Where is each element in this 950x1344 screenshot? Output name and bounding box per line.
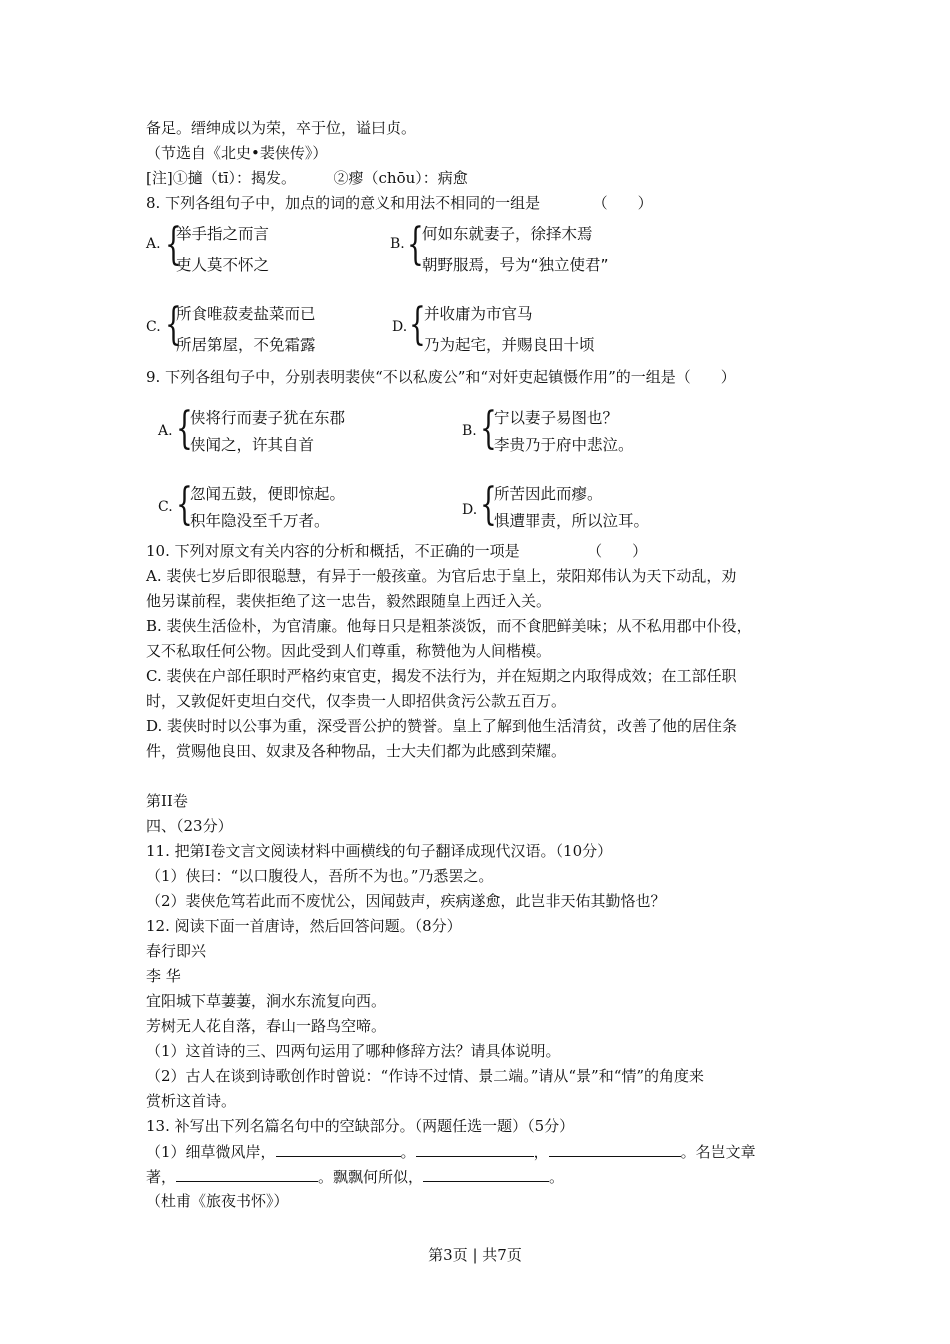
option-line-2: 惧遭罪责，所以泣耳。 bbox=[494, 512, 650, 530]
question-10-stem: 10. 下列对原文有关内容的分析和概括，不正确的一项是 （ ） bbox=[146, 542, 648, 560]
blank-field[interactable] bbox=[416, 1142, 534, 1157]
text-line: 备足。缙绅成以为荣，卒于位，谥曰贞。 bbox=[146, 119, 417, 137]
option-line-2: 吏人莫不怀之 bbox=[176, 256, 270, 274]
text-line: （2）古人在谈到诗歌创作时曾说：“作诗不过情、景二端。”请从“景”和“情”的角度来 bbox=[146, 1067, 705, 1085]
brace-icon: { bbox=[176, 479, 193, 530]
brace-icon: { bbox=[480, 403, 497, 454]
option-line-1: 忽闻五鼓，便即惊起。 bbox=[190, 485, 346, 503]
text-line: 件，赏赐他良田、奴隶及各种物品，士大夫们都为此感到荣耀。 bbox=[146, 742, 567, 760]
option-label: D. bbox=[462, 502, 478, 518]
text-line: 又不私取任何公物。因此受到人们尊重，称赞他为人间楷模。 bbox=[146, 642, 552, 660]
option-line-2: 侠闻之，许其自首 bbox=[190, 436, 315, 454]
fill-line-2 bbox=[146, 1167, 564, 1186]
brace-icon: { bbox=[409, 299, 426, 350]
section-heading: 四、（23分） bbox=[146, 817, 233, 835]
option-line-2: 朝野服焉，号为“独立使君” bbox=[422, 256, 609, 274]
option-line-2: 李贵乃于府中悲泣。 bbox=[494, 436, 634, 454]
blank-field[interactable] bbox=[176, 1167, 318, 1182]
question-12-stem: 12. 阅读下面一首唐诗，然后回答问题。（8分） bbox=[146, 917, 462, 935]
option-label: C. bbox=[146, 319, 161, 335]
option-line-1: 举手指之而言 bbox=[176, 225, 270, 243]
blank-field[interactable] bbox=[423, 1167, 549, 1182]
brace-icon: { bbox=[165, 299, 182, 350]
text-line: A. 裴侠七岁后即很聪慧，有异于一般孩童。为官后忠于皇上，荥阳郑伟认为天下动乱，劝 bbox=[146, 567, 737, 585]
text-fragment: 。 bbox=[549, 1168, 565, 1186]
brace-icon: { bbox=[165, 219, 182, 270]
text-fragment: 。飘飘何所似， bbox=[318, 1168, 424, 1186]
poem-title: 春行即兴 bbox=[146, 942, 207, 960]
text-line: （1）侠曰：“以口腹役人，吾所不为也。”乃悉罢之。 bbox=[146, 867, 494, 885]
text-line: C. 裴侠在户部任职时严格约束官吏，揭发不法行为，并在短期之内取得成效；在工部任职 bbox=[146, 667, 737, 685]
option-label: B. bbox=[462, 423, 477, 439]
option-line-1: 并收庸为市官马 bbox=[424, 305, 533, 323]
text-fragment: ， bbox=[533, 1143, 549, 1161]
option-line-1: 所苦因此而瘳。 bbox=[494, 485, 603, 503]
option-label: A. bbox=[158, 423, 173, 439]
question-9-stem: 9. 下列各组句子中，分别表明裴侠“不以私废公”和“对奸吏起镇慑作用”的一组是（ ） bbox=[146, 368, 736, 386]
poem-line: 芳树无人花自落，春山一路鸟空啼。 bbox=[146, 1017, 387, 1035]
source-note: （节选自《北史•裴侠传》） bbox=[146, 144, 328, 162]
blank-field[interactable] bbox=[549, 1142, 681, 1157]
option-line-1: 宁以妻子易图也？ bbox=[494, 409, 619, 427]
section-heading: 第II卷 bbox=[146, 792, 188, 810]
option-line-1: 侠将行而妻子犹在东郡 bbox=[190, 409, 346, 427]
brace-icon: { bbox=[176, 403, 193, 454]
page-footer: 第3页 | 共7页 bbox=[428, 1246, 522, 1264]
fill-line-1 bbox=[146, 1142, 756, 1161]
option-line-2: 积年隐没至千万者。 bbox=[190, 512, 330, 530]
blank-field[interactable] bbox=[276, 1142, 401, 1157]
question-13-stem: 13. 补写出下列名篇名句中的空缺部分。（两题任选一题）（5分） bbox=[146, 1117, 575, 1135]
text-fragment: 。名岂文章 bbox=[680, 1143, 756, 1161]
text-line: B. 裴侠生活俭朴，为官清廉。他每日只是粗茶淡饭，而不食肥鲜美味；从不私用郡中仆役， bbox=[146, 617, 752, 635]
text-line: 时，又敦促奸吏坦白交代，仅李贵一人即招供贪污公款五百万。 bbox=[146, 692, 567, 710]
text-fragment: 著， bbox=[146, 1168, 177, 1186]
text-line: （1）这首诗的三、四两句运用了哪种修辞方法？请具体说明。 bbox=[146, 1042, 561, 1060]
option-label: A. bbox=[146, 236, 161, 252]
text-fragment: 。 bbox=[400, 1143, 416, 1161]
option-line-2: 乃为起宅，并赐良田十顷 bbox=[424, 336, 595, 354]
text-line: （2）裴侠危笃若此而不废忧公，因闻鼓声，疾病遂愈，此岂非天佑其勤恪也？ bbox=[146, 892, 666, 910]
option-label: C. bbox=[158, 499, 173, 515]
option-label: D. bbox=[392, 319, 408, 335]
text-line: 赏析这首诗。 bbox=[146, 1092, 237, 1110]
text-line: 他另谋前程，裴侠拒绝了这一忠告，毅然跟随皇上西迁入关。 bbox=[146, 592, 552, 610]
brace-icon: { bbox=[480, 479, 497, 530]
option-line-1: 所食唯菽麦盐菜而已 bbox=[176, 305, 316, 323]
text-fragment: （1）细草微风岸， bbox=[146, 1143, 276, 1161]
question-11-stem: 11. 把第I卷文言文阅读材料中画横线的句子翻译成现代汉语。（10分） bbox=[146, 842, 613, 860]
poem-author: 李 华 bbox=[146, 967, 181, 985]
source-note: （杜甫《旅夜书怀》） bbox=[146, 1192, 289, 1210]
brace-icon: { bbox=[407, 219, 424, 270]
option-line-1: 何如东就妻子，徐择木焉 bbox=[422, 225, 593, 243]
annotation-note: [注]①擿（tī）：揭发。 ②瘳（chōu）：病愈 bbox=[146, 169, 468, 187]
question-8-stem: 8. 下列各组句子中，加点的词的意义和用法不相同的一组是 （ ） bbox=[146, 194, 653, 212]
option-label: B. bbox=[390, 236, 405, 252]
poem-line: 宜阳城下草萋萋，涧水东流复向西。 bbox=[146, 992, 387, 1010]
text-line: D. 裴侠时时以公事为重，深受晋公护的赞誉。皇上了解到他生活清贫，改善了他的居住条 bbox=[146, 717, 738, 735]
option-line-2: 所居第屋，不免霜露 bbox=[176, 336, 316, 354]
